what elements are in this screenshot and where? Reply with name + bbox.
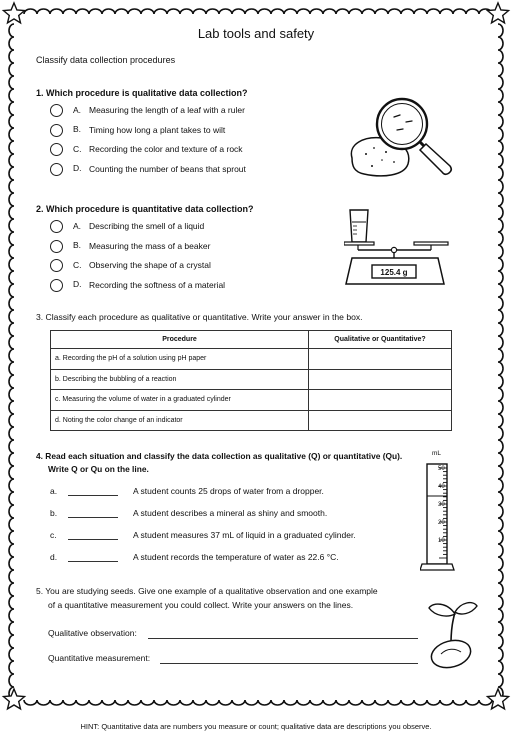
table-row <box>51 369 452 390</box>
question-4-prompt-line2: Write Q or Qu on the line. <box>48 464 149 474</box>
q4-item-a-text: A student counts 25 drops of water from a dropper. <box>133 486 324 496</box>
qualitative-answer-line[interactable] <box>148 638 418 639</box>
answer-line[interactable] <box>68 517 118 518</box>
corner-star-icon <box>488 3 509 23</box>
question-5-prompt-line2: of a quantitative measurement you could collect. Write your answers on the lines. <box>48 600 354 610</box>
answer-bubble[interactable] <box>50 143 63 156</box>
corner-star-icon <box>4 689 25 709</box>
answer-bubble[interactable] <box>50 240 63 253</box>
answer-bubble[interactable] <box>50 220 63 233</box>
question-2-options <box>50 220 225 293</box>
cylinder-tick-label: 10 <box>438 538 445 544</box>
table-row <box>51 410 452 431</box>
table-row <box>51 390 452 411</box>
procedure-cell: d. Noting the color change of an indicator <box>51 410 309 431</box>
q1-option-b[interactable]: B. Timing how long a plant takes to wilt <box>50 124 246 138</box>
quantitative-answer-line[interactable] <box>160 663 418 664</box>
sprouting-seed-illustration <box>425 598 480 673</box>
q4-item-d-text: A student records the temperature of water as 22.6 °C. <box>133 552 339 562</box>
question-3-prompt: 3. Classify each procedure as qualitative or quantitative. Write your answer in the box. <box>36 312 363 322</box>
page-title: Lab tools and safety <box>197 26 315 41</box>
scale-reading-display: 125.4 g <box>380 267 408 277</box>
quantitative-measurement-label: Quantitative measurement: <box>48 653 151 663</box>
cylinder-tick-label: 30 <box>438 502 445 508</box>
answer-bubble[interactable] <box>50 279 63 292</box>
question-5-prompt-line1: 5. You are studying seeds. Give one example of a qualitative observation and one example <box>36 586 378 596</box>
answer-box[interactable] <box>309 349 452 370</box>
magnifier-rock-illustration <box>342 92 467 192</box>
q1-option-c[interactable]: C. Recording the color and texture of a rock <box>50 143 246 157</box>
question-1-options <box>50 104 246 177</box>
q2-option-d[interactable]: D. Recording the softness of a material <box>50 279 225 293</box>
q4-item-b-text: A student describes a mineral as shiny and smooth. <box>133 508 328 518</box>
procedure-cell: b. Describing the bubbling of a reaction <box>51 369 309 390</box>
corner-star-icon <box>4 3 25 23</box>
header-classification: Qualitative or Quantitative? <box>309 331 452 349</box>
qualitative-observation-label: Qualitative observation: <box>48 628 137 638</box>
q1-option-d[interactable]: D. Counting the number of beans that sprout <box>50 163 246 177</box>
q4-item-a: a. <box>50 486 118 496</box>
answer-bubble[interactable] <box>50 124 63 137</box>
table-header-row <box>51 331 452 349</box>
answer-box[interactable] <box>309 410 452 431</box>
q4-item-c: c. <box>50 530 118 540</box>
q4-item-b: b. <box>50 508 118 518</box>
procedure-cell: c. Measuring the volume of water in a graduated cylinder <box>51 390 309 411</box>
q2-option-a[interactable]: A. Describing the smell of a liquid <box>50 220 225 234</box>
answer-bubble[interactable] <box>50 259 63 272</box>
q4-item-c-text: A student measures 37 mL of liquid in a graduated cylinder. <box>133 530 356 540</box>
q4-item-d: d. <box>50 552 118 562</box>
answer-line[interactable] <box>68 539 118 540</box>
q2-option-b[interactable]: B. Measuring the mass of a beaker <box>50 240 225 254</box>
cylinder-tick-label: 40 <box>438 484 445 490</box>
answer-bubble[interactable] <box>50 163 63 176</box>
q1-option-a[interactable]: A. Measuring the length of a leaf with a ruler <box>50 104 246 118</box>
procedure-cell: a. Recording the pH of a solution using pH paper <box>51 349 309 370</box>
question-4-prompt-line1: 4. Read each situation and classify the data collection as qualitative (Q) or quantitative (Qu). <box>36 451 403 461</box>
table-row <box>51 349 452 370</box>
answer-bubble[interactable] <box>50 104 63 117</box>
answer-line[interactable] <box>68 495 118 496</box>
answer-box[interactable] <box>309 369 452 390</box>
hint-text: HINT: Quantitative data are numbers you measure or count; qualitative data are descriptions you observe. <box>80 722 432 731</box>
answer-line[interactable] <box>68 561 118 562</box>
cylinder-unit-label: mL <box>432 450 442 457</box>
cylinder-tick-label: 50 <box>438 466 445 472</box>
header-procedure: Procedure <box>51 331 309 349</box>
cylinder-tick-label: 20 <box>438 520 445 526</box>
q2-option-c[interactable]: C. Observing the shape of a crystal <box>50 259 225 273</box>
question-1-prompt: 1. Which procedure is qualitative data collection? <box>36 88 248 98</box>
corner-star-icon <box>488 689 509 709</box>
page-subtitle: Classify data collection procedures <box>36 55 176 65</box>
question-2-prompt: 2. Which procedure is quantitative data collection? <box>36 204 254 214</box>
answer-box[interactable] <box>309 390 452 411</box>
classify-procedures-table <box>50 330 452 431</box>
